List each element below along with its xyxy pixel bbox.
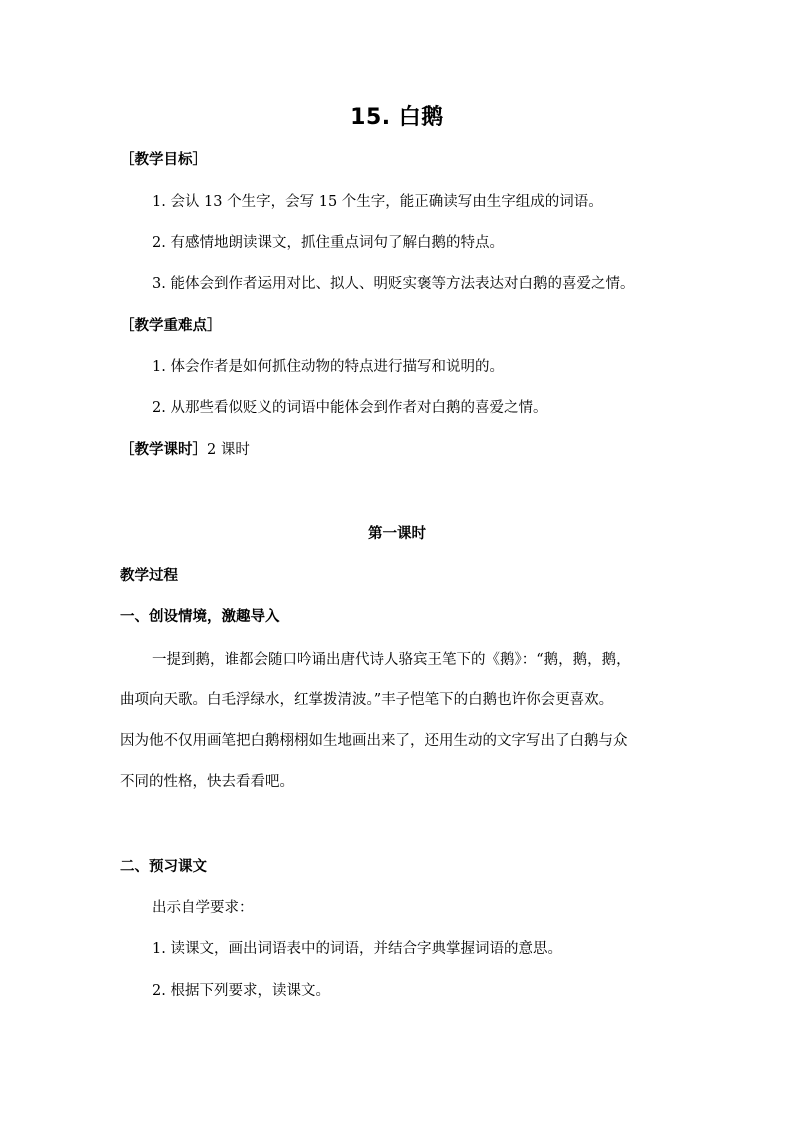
requirement-item: 1. 读课文，画出词语表中的词语，并结合字典掌握词语的意思。 — [152, 941, 562, 957]
objective-item: 2. 有感情地朗读课文，抓住重点词句了解白鹅的特点。 — [152, 235, 504, 251]
paragraph-line: 一提到鹅，谁都会随口吟诵出唐代诗人骆宾王笔下的《鹅》：“鹅，鹅，鹅， — [152, 652, 631, 668]
objectives-heading: ［教学目标］ — [120, 152, 207, 168]
lesson-one-heading: 第一课时 — [368, 526, 426, 542]
lesson-hours-heading: ［教学课时］ — [120, 442, 207, 458]
requirement-item: 2. 根据下列要求，读课文。 — [152, 983, 330, 999]
section-heading: 二、预习课文 — [120, 859, 207, 875]
paragraph-line: 因为他不仅用画笔把白鹅栩栩如生地画出来了，还用生动的文字写出了白鹅与众 — [120, 733, 628, 749]
section-intro: 出示自学要求： — [152, 900, 254, 916]
paragraph-line: 不同的性格，快去看看吧。 — [120, 774, 294, 790]
process-heading: 教学过程 — [120, 568, 178, 584]
key-point-item: 2. 从那些看似贬义的词语中能体会到作者对白鹅的喜爱之情。 — [152, 400, 548, 416]
document-title: 15. 白鹅 — [350, 105, 444, 130]
key-points-heading: ［教学重难点］ — [120, 318, 222, 334]
objective-item: 3. 能体会到作者运用对比、拟人、明贬实褒等方法表达对白鹅的喜爱之情。 — [152, 276, 635, 292]
objective-item: 1. 会认 13 个生字，会写 15 个生字，能正确读写由生字组成的词语。 — [152, 194, 603, 210]
paragraph-line: 曲项向天歌。白毛浮绿水，红掌拨清波。”丰子恺笔下的白鹅也许你会更喜欢。 — [120, 692, 614, 708]
lesson-hours-value: 2 课时 — [207, 442, 250, 458]
key-point-item: 1. 体会作者是如何抓住动物的特点进行描写和说明的。 — [152, 359, 504, 375]
lesson-hours-row — [120, 440, 250, 460]
section-heading: 一、创设情境，激趣导入 — [120, 609, 280, 625]
